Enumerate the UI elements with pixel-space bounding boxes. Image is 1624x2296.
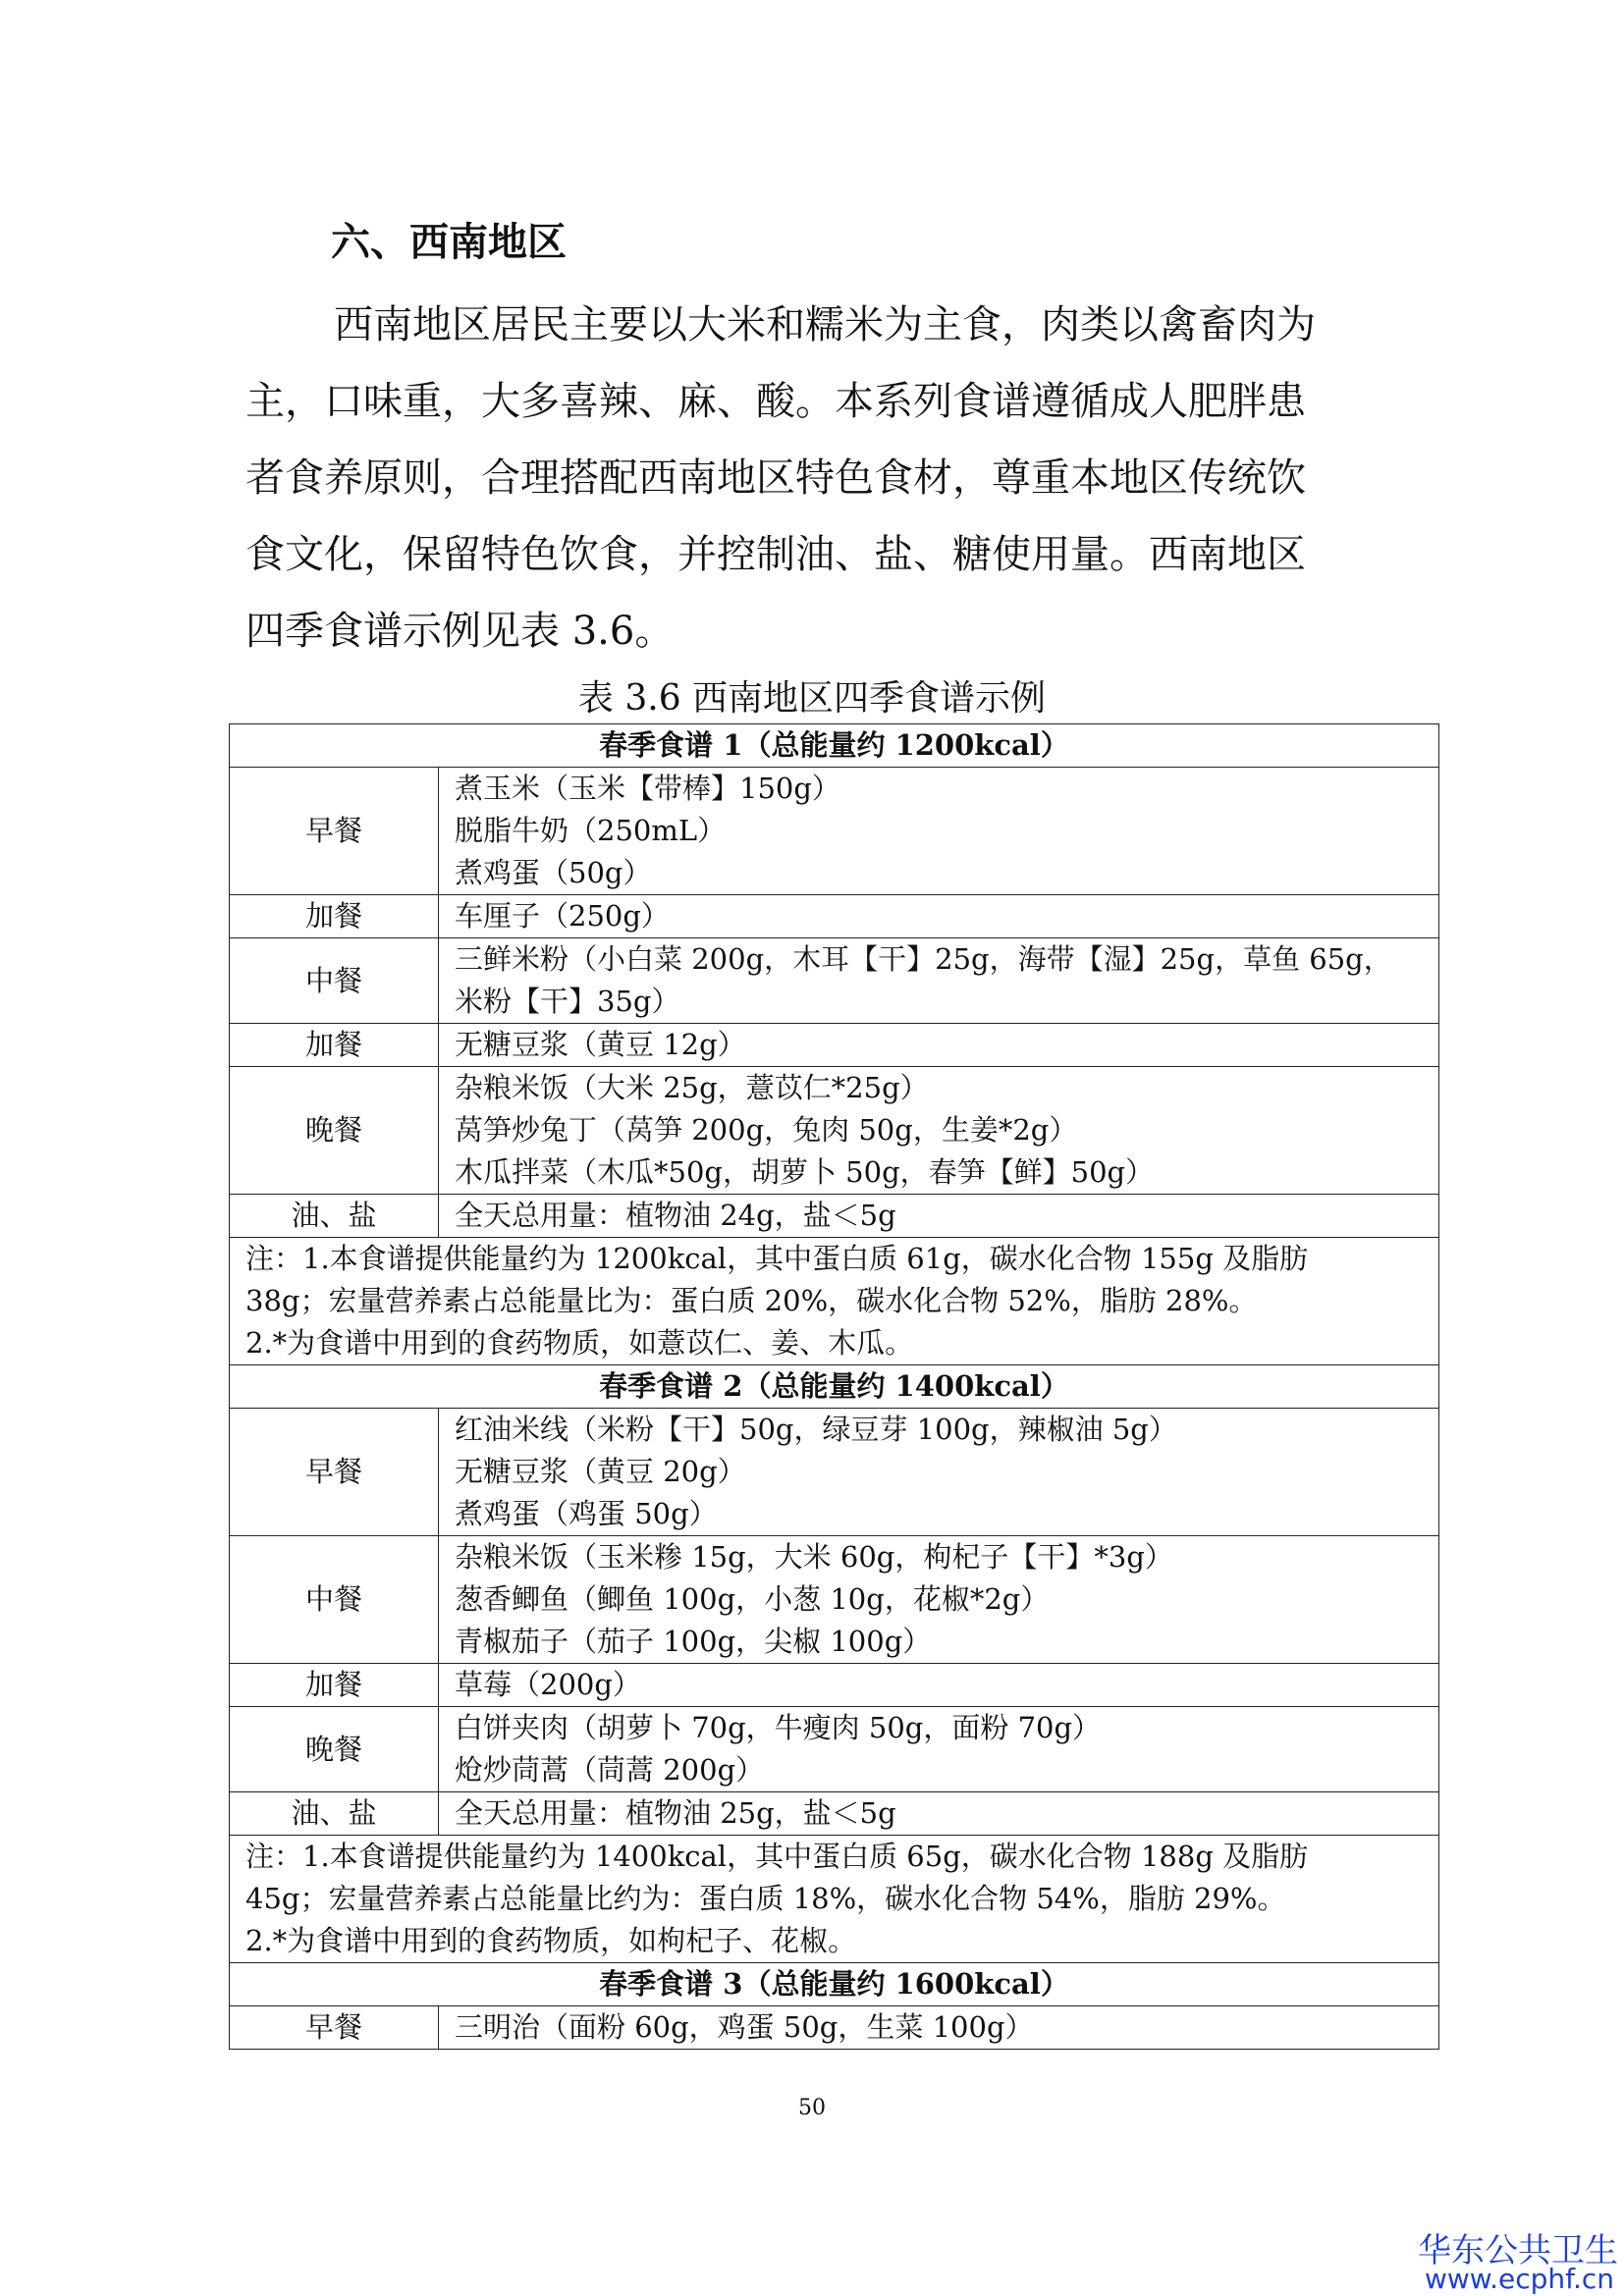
note-line: 注：1.本食谱提供能量约为 1200kcal，其中蛋白质 61g，碳水化合物 155g 及脂肪 [245, 1242, 1309, 1275]
dish: 葱香鲫鱼（鲫鱼 100g，小葱 10g，花椒*2g） [455, 1582, 1050, 1616]
intro-paragraph [245, 287, 1424, 669]
meal-label: 中餐 [230, 938, 439, 1024]
paragraph-line: 食文化，保留特色饮食，并控制油、盐、糖使用量。西南地区 [245, 532, 1306, 577]
meal-label: 晚餐 [230, 1707, 439, 1792]
table-row [230, 768, 1439, 895]
menu-title: 春季食谱 1（总能量约 1200kcal） [230, 724, 1439, 768]
table-row [230, 1024, 1439, 1067]
paragraph-line: 四季食谱示例见表 3.6。 [245, 609, 675, 654]
table-row [230, 1792, 1439, 1836]
meal-items: 无糖豆浆（黄豆 12g） [439, 1024, 1439, 1067]
table-row [230, 1963, 1439, 2006]
recipe-table [229, 723, 1439, 2050]
meal-label: 加餐 [230, 1664, 439, 1707]
dish: 莴笋炒兔丁（莴笋 200g，兔肉 50g，生姜*2g） [455, 1113, 1078, 1147]
dish: 三鲜米粉（小白菜 200g，木耳【干】25g，海带【湿】25g，草鱼 65g， [455, 942, 1392, 976]
paragraph-line: 西南地区居民主要以大米和糯米为主食，肉类以禽畜肉为 [334, 302, 1316, 347]
section-heading: 六、西南地区 [331, 219, 567, 265]
table-caption: 表 3.6 西南地区四季食谱示例 [577, 678, 1047, 719]
menu-note [230, 1238, 1439, 1365]
meal-label: 加餐 [230, 1024, 439, 1067]
table-row [230, 1067, 1439, 1195]
dish: 煮鸡蛋（50g） [455, 856, 652, 889]
dish: 煮鸡蛋（鸡蛋 50g） [455, 1497, 718, 1530]
watermark-url: www.ecphf.cn [1424, 2263, 1614, 2295]
meal-items: 全天总用量：植物油 24g，盐＜5g [439, 1195, 1439, 1238]
table-row [230, 1664, 1439, 1707]
meal-items [439, 1067, 1439, 1195]
menu-note [230, 1836, 1439, 1963]
menu-title: 春季食谱 2（总能量约 1400kcal） [230, 1365, 1439, 1409]
meal-items [439, 1707, 1439, 1792]
paragraph-line: 主，口味重，大多喜辣、麻、酸。本系列食谱遵循成人肥胖患 [245, 379, 1306, 424]
dish: 米粉【干】35g） [455, 985, 680, 1018]
meal-items [439, 1536, 1439, 1664]
meal-label: 中餐 [230, 1536, 439, 1664]
table-row [230, 1195, 1439, 1238]
dish: 炝炒茼蒿（茼蒿 200g） [455, 1753, 765, 1787]
table-row [230, 1536, 1439, 1664]
meal-items [439, 768, 1439, 895]
note-line: 45g；宏量营养素占总能量比约为：蛋白质 18%，碳水化合物 54%，脂肪 29%。 [245, 1882, 1286, 1915]
meal-items: 三明治（面粉 60g，鸡蛋 50g，生菜 100g） [439, 2006, 1439, 2050]
dish: 青椒茄子（茄子 100g，尖椒 100g） [455, 1625, 932, 1658]
meal-label: 加餐 [230, 895, 439, 938]
dish: 杂粮米饭（玉米糁 15g，大米 60g，枸杞子【干】*3g） [455, 1540, 1173, 1574]
page-number: 50 [798, 2096, 826, 2120]
table-row [230, 1836, 1439, 1963]
note-line: 注：1.本食谱提供能量约为 1400kcal，其中蛋白质 65g，碳水化合物 188g 及脂肪 [245, 1840, 1309, 1873]
meal-items [439, 1409, 1439, 1536]
meal-label: 油、盐 [230, 1792, 439, 1836]
dish: 白饼夹肉（胡萝卜 70g，牛瘦肉 50g，面粉 70g） [455, 1711, 1102, 1744]
meal-items [439, 938, 1439, 1024]
note-line: 2.*为食谱中用到的食药物质，如薏苡仁、姜、木瓜。 [245, 1326, 914, 1360]
meal-label: 油、盐 [230, 1195, 439, 1238]
table-row [230, 1365, 1439, 1409]
table-row [230, 724, 1439, 768]
dish: 木瓜拌菜（木瓜*50g，胡萝卜 50g，春笋【鲜】50g） [455, 1155, 1155, 1189]
dish: 煮玉米（玉米【带棒】150g） [455, 772, 840, 805]
menu-title: 春季食谱 3（总能量约 1600kcal） [230, 1963, 1439, 2006]
dish: 无糖豆浆（黄豆 20g） [455, 1455, 746, 1488]
table-row [230, 938, 1439, 1024]
note-line: 2.*为食谱中用到的食药物质，如枸杞子、花椒。 [245, 1924, 857, 1957]
meal-items: 车厘子（250g） [439, 895, 1439, 938]
meal-label: 早餐 [230, 768, 439, 895]
dish: 杂粮米饭（大米 25g，薏苡仁*25g） [455, 1071, 929, 1104]
table-row [230, 1707, 1439, 1792]
table-row [230, 2006, 1439, 2050]
table-row [230, 895, 1439, 938]
note-line: 38g；宏量营养素占总能量比为：蛋白质 20%，碳水化合物 52%，脂肪 28%。 [245, 1284, 1258, 1317]
meal-label: 早餐 [230, 2006, 439, 2050]
paragraph-line: 者食养原则，合理搭配西南地区特色食材，尊重本地区传统饮 [245, 455, 1306, 501]
dish: 脱脂牛奶（250mL） [455, 814, 727, 847]
watermark-title: 华东公共卫生 [1418, 2231, 1618, 2270]
meal-items: 草莓（200g） [439, 1664, 1439, 1707]
dish: 红油米线（米粉【干】50g，绿豆芽 100g，辣椒油 5g） [455, 1413, 1177, 1446]
table-row [230, 1409, 1439, 1536]
meal-label: 早餐 [230, 1409, 439, 1536]
table-row [230, 1238, 1439, 1365]
meal-label: 晚餐 [230, 1067, 439, 1195]
meal-items: 全天总用量：植物油 25g，盐＜5g [439, 1792, 1439, 1836]
